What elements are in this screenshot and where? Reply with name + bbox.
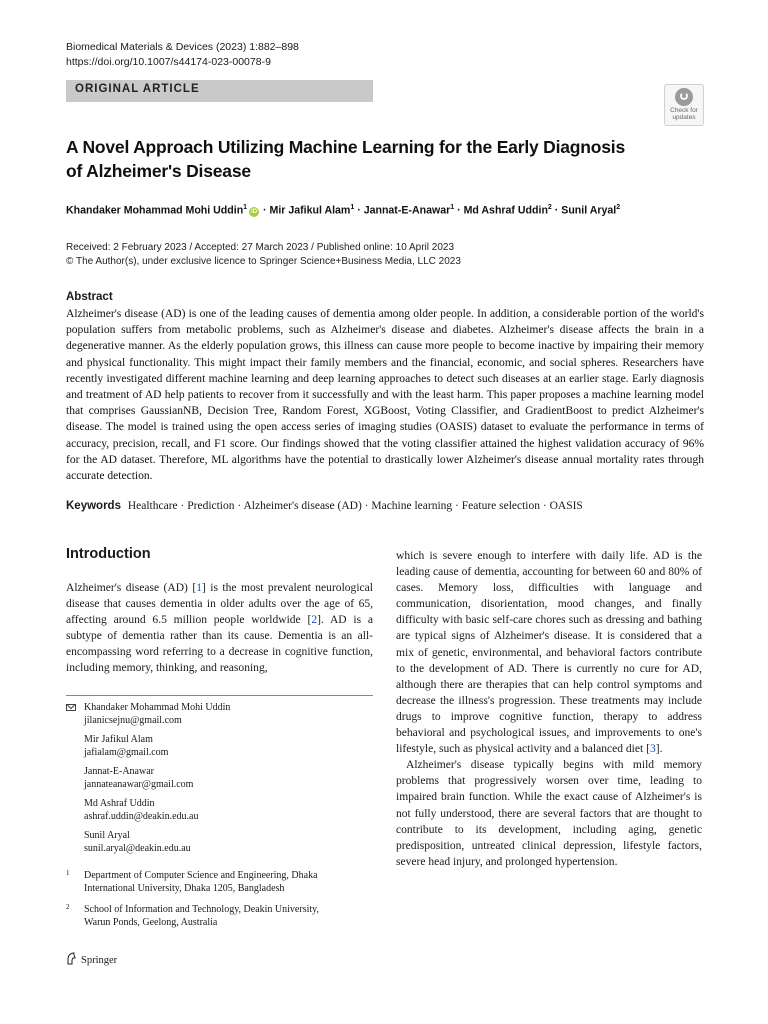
intro-text: ]. AD is a subtype of dementia rather than its cause. Dementia is an all-encompassing word referring to a decrease in cognitive function, including memory, thinking, and reasoning, bbox=[66, 614, 373, 675]
affiliation-number: 2 bbox=[66, 903, 70, 911]
introduction-right-column bbox=[396, 548, 702, 870]
intro-text: ] is the most prevalent neurological disease that causes dementia in older adults over the age of 65, affecting around 6.5 million people worldwide [ bbox=[66, 582, 373, 627]
badge-line-1: Check for bbox=[670, 107, 698, 114]
affiliation-line: International University, Dhaka 1205, Bangladesh bbox=[84, 883, 285, 894]
keywords-label: Keywords bbox=[66, 500, 121, 512]
contact-email[interactable]: jannateanawar@gmail.com bbox=[84, 778, 194, 790]
affiliation-line: Department of Computer Science and Engineering, Dhaka bbox=[84, 870, 318, 881]
intro-paragraph bbox=[66, 580, 373, 677]
journal-citation: Biomedical Materials & Devices (2023) 1:882–898 bbox=[66, 41, 299, 53]
springer-horse-icon bbox=[66, 952, 77, 965]
doi-link[interactable]: https://doi.org/10.1007/s44174-023-00078-9 bbox=[66, 56, 271, 68]
intro-paragraph: Alzheimer's disease typically begins with mild memory problems that progressively worsen over time, leading to impaired brain function. While the exact cause of Alzheimer's is not fully understood, there are several factors that are thought to contribute to its development, including aging, genetic predisposition, untreated clinical depression, lifestyle factors, severe head injury, and prolonged hypertension. bbox=[396, 759, 702, 868]
contact-entry bbox=[66, 702, 373, 727]
contact-email[interactable]: jilanicsejnu@gmail.com bbox=[84, 714, 182, 726]
contact-name: Khandaker Mohammad Mohi Uddin bbox=[84, 702, 231, 713]
affiliation-line: Warun Ponds, Geelong, Australia bbox=[84, 917, 218, 928]
contact-name: Jannat-E-Anawar bbox=[84, 766, 154, 777]
author-name[interactable]: Khandaker Mohammad Mohi Uddin bbox=[66, 204, 244, 217]
publisher-name: Springer bbox=[81, 955, 118, 966]
envelope-icon bbox=[66, 704, 76, 711]
author-separator: · bbox=[551, 204, 562, 217]
affiliations bbox=[66, 869, 373, 937]
abstract-heading: Abstract bbox=[66, 291, 113, 303]
footnote-divider bbox=[66, 695, 373, 696]
citation-link[interactable]: 2 bbox=[311, 614, 318, 627]
contact-entry bbox=[66, 734, 373, 759]
contact-entry bbox=[66, 830, 373, 855]
keyword: OASIS bbox=[549, 500, 583, 512]
author-separator: · bbox=[260, 204, 270, 217]
author-separator: · bbox=[454, 204, 464, 217]
intro-text: which is severe enough to interfere with daily life. AD is the leading cause of dementia, accounting for between 60 and 80% of cases. Memory loss, difficulties with language and communication, disorientation, mood changes, and finally difficulty with basic self-care chores such as dressing and bathing are typical signs of Alzheimer's disease. It is considered that a mix of genetic, environmental, and behavioral factors contribute to the development of AD. There is currently no cure for AD, although there are therapies that can help control symptoms and decrease the illness's progression. These treatments may include drugs to improve cognitive function, therapy to address behavioral and psychological issues, and improvements to one's lifestyle, such as physical activity and a balanced diet [ bbox=[396, 550, 702, 756]
check-for-updates-badge[interactable] bbox=[664, 84, 704, 126]
orcid-icon[interactable]: iD bbox=[251, 208, 258, 215]
article-type-label: ORIGINAL ARTICLE bbox=[75, 83, 200, 95]
author-affiliation-ref: 2 bbox=[547, 204, 552, 211]
contact-email[interactable]: ashraf.uddin@deakin.edu.au bbox=[84, 810, 199, 822]
author-name[interactable]: Md Ashraf Uddin bbox=[463, 204, 548, 217]
publication-dates bbox=[66, 241, 461, 269]
contact-email[interactable]: sunil.aryal@deakin.edu.au bbox=[84, 842, 191, 854]
contact-entry bbox=[66, 766, 373, 791]
history-dates: Received: 2 February 2023 / Accepted: 27 March 2023 / Published online: 10 April 2023 bbox=[66, 242, 455, 253]
keyword-separator: · bbox=[540, 500, 550, 512]
author-name[interactable]: Mir Jafikul Alam bbox=[269, 204, 351, 217]
keyword: Prediction bbox=[187, 500, 235, 512]
introduction-heading: Introduction bbox=[66, 546, 151, 562]
title-line-2: of Alzheimer's Disease bbox=[66, 161, 251, 181]
author-affiliation-ref: 1 bbox=[350, 204, 355, 211]
author-affiliation-ref: 2 bbox=[616, 204, 621, 211]
paper-title bbox=[66, 135, 706, 183]
check-updates-icon bbox=[675, 88, 693, 106]
keyword: Feature selection bbox=[461, 500, 540, 512]
keyword-separator: · bbox=[452, 500, 462, 512]
author-name[interactable]: Jannat-E-Anawar bbox=[363, 204, 451, 217]
contact-name: Mir Jafikul Alam bbox=[84, 734, 153, 745]
title-line-1: A Novel Approach Utilizing Machine Learning for the Early Diagnosis bbox=[66, 137, 625, 157]
author-name[interactable]: Sunil Aryal bbox=[561, 204, 617, 217]
author-affiliation-ref: 1 bbox=[243, 204, 248, 211]
affiliation-entry bbox=[66, 869, 373, 895]
affiliation-entry bbox=[66, 903, 373, 929]
keyword-separator: · bbox=[177, 500, 188, 512]
introduction-left-column bbox=[66, 580, 373, 677]
keyword: Machine learning bbox=[371, 500, 453, 512]
contact-email[interactable]: jafialam@gmail.com bbox=[84, 746, 169, 758]
keyword-separator: · bbox=[234, 500, 244, 512]
journal-header bbox=[66, 40, 299, 70]
author-affiliation-ref: 1 bbox=[450, 204, 455, 211]
affiliation-number: 1 bbox=[66, 869, 70, 877]
intro-text: ]. bbox=[655, 743, 663, 756]
intro-text: Alzheimer's disease (AD) [ bbox=[66, 582, 197, 594]
author-separator: · bbox=[354, 204, 364, 217]
contact-name: Md Ashraf Uddin bbox=[84, 798, 155, 809]
abstract-text: Alzheimer's disease (AD) is one of the leading causes of dementia among older people. In addition, a considerable portion of the world's population suffers from metabolic problems, such as Alzheimer's disease and diabetes. Alzheimer's disease affects the brain in a degenerative manner. As the elderly population grows, this illness can cause more people to become inactive by impairing their memory and physical functionality. This might impact their family members and the financial, economic, and social spheres. Researchers have recently investigated different machine learning and deep learning approaches to detect such diseases at an earlier stage. Early diagnosis and treatment of AD help patients to recover from it successfully and with the least harm. This paper proposes a machine learning model that comprises GaussianNB, Decision Tree, Random Forest, XGBoost, Voting Classifier, and GradientBoost to predict Alzheimer's disease. The model is trained using the open access series of imaging studies (OASIS) dataset to evaluate the performance in terms of accuracy, precision, recall, and F1 score. Our findings showed that the voting classifier attained the highest validation accuracy of 96% for the AD dataset. Therefore, ML algorithms have the potential to drastically lower Alzheimer's disease annual mortality rates through accurate detection. bbox=[66, 308, 704, 483]
page-footer bbox=[66, 952, 117, 966]
contact-name: Sunil Aryal bbox=[84, 830, 130, 841]
article-type-bar bbox=[66, 80, 373, 102]
keywords-line bbox=[66, 500, 716, 512]
contact-entry bbox=[66, 798, 373, 823]
citation-link[interactable]: 1 bbox=[196, 582, 202, 594]
citation-link[interactable]: 3 bbox=[649, 743, 656, 756]
intro-paragraph bbox=[396, 548, 702, 757]
keyword-separator: · bbox=[361, 500, 372, 512]
keyword: Alzheimer's disease (AD) bbox=[243, 500, 362, 512]
copyright-line: © The Author(s), under exclusive licence to Springer Science+Business Media, LLC 2023 bbox=[66, 256, 461, 267]
affiliation-line: School of Information and Technology, Deakin University, bbox=[84, 904, 319, 915]
author-list bbox=[66, 204, 746, 217]
corresponding-contacts bbox=[66, 702, 373, 862]
badge-line-2: updates bbox=[672, 114, 696, 121]
keyword: Healthcare bbox=[127, 500, 178, 512]
